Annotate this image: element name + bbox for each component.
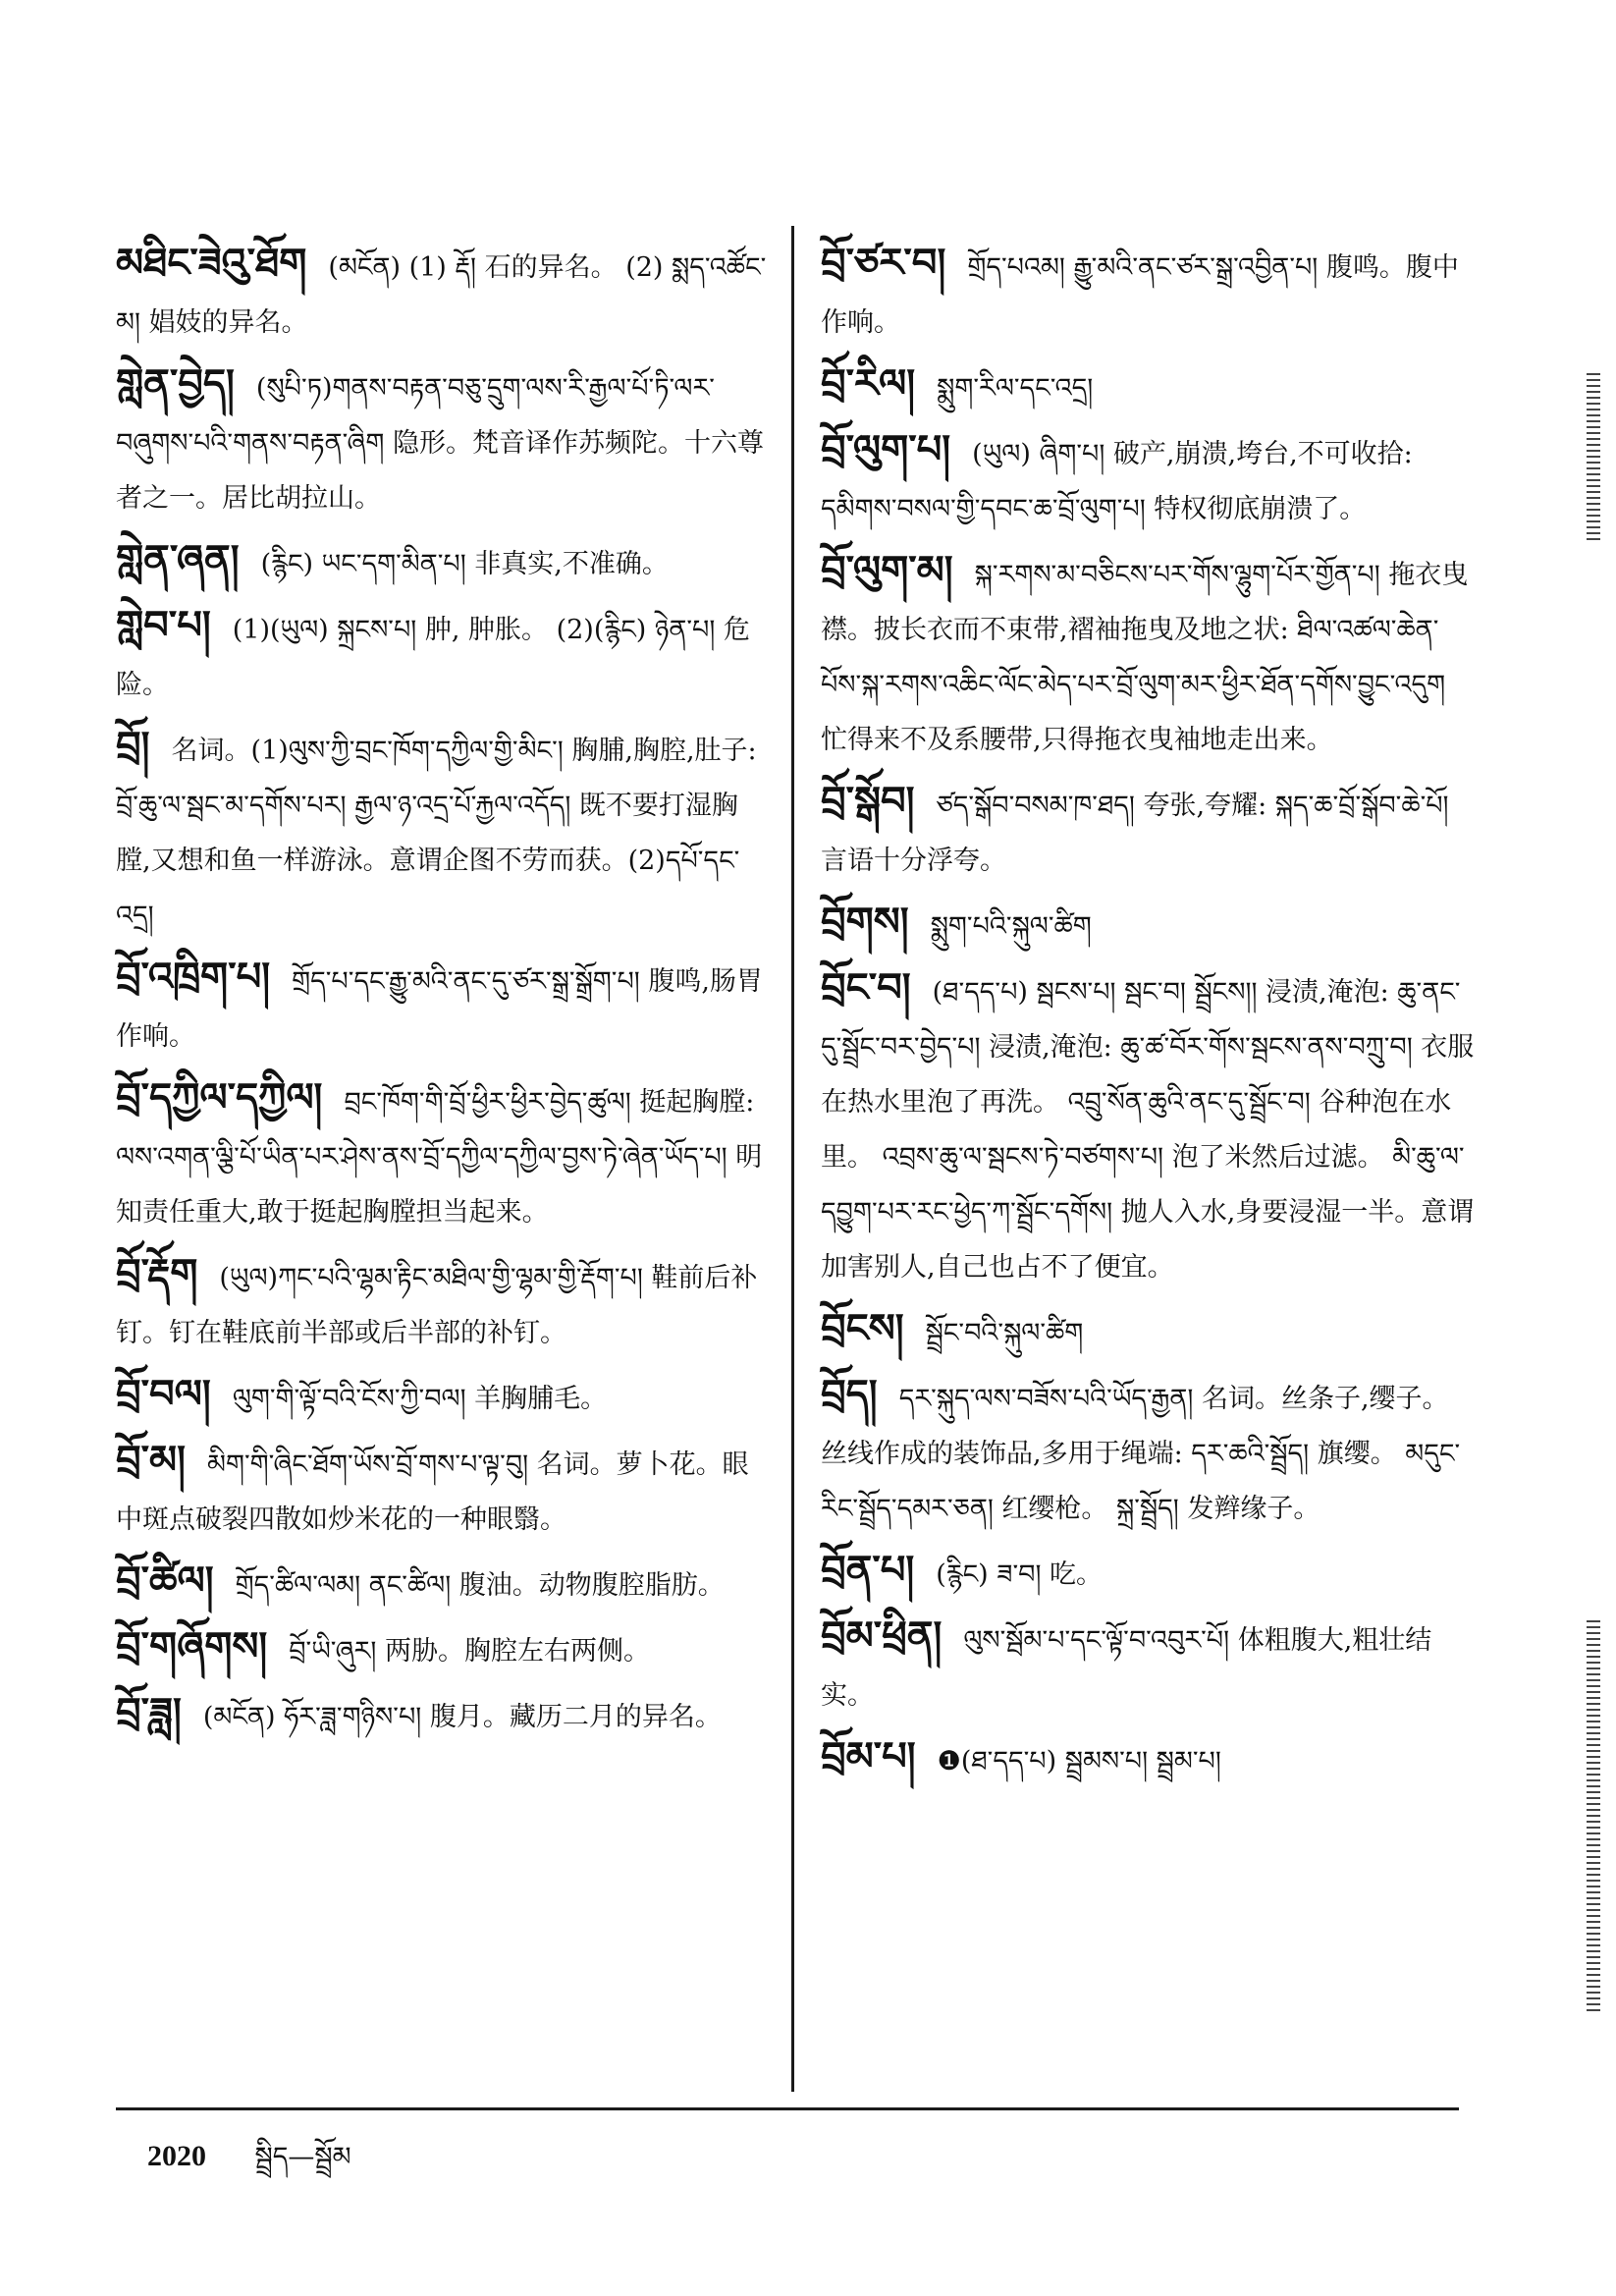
definition: སྨུག་པའི་སྐུལ་ཚིག — [930, 911, 1092, 942]
dictionary-entry — [821, 1367, 1475, 1537]
headword: བྲོ་ཟླ། — [116, 1689, 182, 1735]
headword: བྲོན་པ། — [821, 1547, 915, 1593]
headword: བྲོ་གཞོགས། — [116, 1623, 268, 1669]
dictionary-entry — [821, 774, 1475, 889]
dictionary-entry — [116, 1685, 772, 1745]
dictionary-entry — [821, 543, 1475, 768]
headword: བྲོམ་ཕྲིན། — [821, 1613, 943, 1659]
dictionary-entry — [116, 1554, 772, 1613]
definition: སྐ་རགས་མ་བཅིངས་པར་གོས་ལྷུག་པོར་གྱོན་པ། 拖衣曳襟。披长衣而不束带,褶袖拖曳及地之状: ཐིལ་འཚལ་ཆེན་པོས་སྐ་རགས་འཆིང་ལོང་མེད་པར་བྲོ་ལུག་མར་ཕྱིར་ཐོན་དགོས་བྱུང་འདུག 忙得来不及系腰带,只得拖衣曳袖地走出来。 — [821, 560, 1469, 755]
definition: སྦྲོང་བའི་སྐུལ་ཚིག — [925, 1318, 1084, 1348]
dictionary-entry — [821, 356, 1475, 416]
headword: བྲོད། — [821, 1371, 878, 1417]
dictionary-entry — [821, 1543, 1475, 1603]
scan-edge-marks — [1587, 373, 1600, 540]
definition: (མངོན) ཧོར་ཟླ་གཉིས་པ། 腹月。藏历二月的异名。 — [202, 1702, 722, 1732]
dictionary-entry — [821, 422, 1475, 537]
definition: གྲོད་པའམ། རྒྱུ་མའི་ནང་ཙར་སྒྲ་འབྱིན་པ། 腹鸣。腹中作响。 — [821, 252, 1459, 338]
dictionary-entry — [821, 895, 1475, 955]
dictionary-entry — [116, 1070, 772, 1240]
headword: བྲོ། — [116, 723, 150, 769]
headword: བྲོ་ཙར་བ། — [821, 240, 946, 286]
headword: བྲོ་འཁྲིག་པ། — [116, 954, 271, 1000]
dictionary-entry — [116, 1619, 772, 1679]
definition: གྲོད་པ་དང་རྒྱུ་མའི་ནང་དུ་ཙར་སྒྲ་སྒྲོག་པ། 腹鸣,肠胃作响。 — [116, 966, 763, 1052]
dictionary-entry — [821, 1301, 1475, 1361]
headword: བྲོངས། — [821, 1305, 904, 1351]
dictionary-entry — [116, 1367, 772, 1427]
dictionary-entry — [116, 719, 772, 944]
headword: བྲོ་དཀྱིལ་དཀྱིལ། — [116, 1074, 323, 1121]
headword: གླེབ་པ། — [116, 602, 211, 648]
dictionary-entry — [821, 1609, 1475, 1723]
dictionary-entry — [821, 960, 1475, 1295]
definition: མིག་གི་ཞིང་ཐོག་ཡོས་བྲོ་གས་པ་ལྟ་བུ། 名词。萝卜花。眼中斑点破裂四散如炒米花的一种眼翳。 — [116, 1449, 749, 1535]
headword: བྲོ་མ། — [116, 1437, 186, 1483]
dictionary-entry — [116, 236, 772, 351]
column-divider — [791, 226, 794, 2092]
headword: བྲོ་རྡོག — [116, 1250, 198, 1296]
definition: (སུཔི་ཏ)གནས་བརྟན་བཅུ་དྲུག་ལས་རི་རྒྱལ་པོ་ཏི་ལར་བཞུགས་པའི་གནས་བརྟན་ཞིག 隐形。梵音译作苏频陀。十六尊者之一。居比胡拉山。 — [116, 373, 765, 514]
left-column — [116, 236, 772, 1751]
footer-rule — [116, 2107, 1459, 2110]
dictionary-entry — [116, 356, 772, 526]
dictionary-entry — [116, 1433, 772, 1548]
right-column — [821, 236, 1475, 1795]
definition: (རྙིང) ཡང་དག་མིན་པ། 非真实,不准确。 — [260, 549, 669, 579]
headword: བྲོ་ལུག་པ། — [821, 426, 951, 472]
dictionary-entry — [116, 1246, 772, 1361]
headword: བྲོམ་པ། — [821, 1733, 916, 1779]
definition: (1)(ཡུལ) སྐྲངས་པ། 肿, 肿胀。 (2)(རྙིང) ཉེན་པ། 危险。 — [116, 615, 750, 700]
headword: བྲོ་ལུག་མ། — [821, 547, 953, 593]
definition: སྨུག་རིལ་དང་འདྲ། — [937, 373, 1094, 404]
definition: ལུག་གི་ལྟོ་བའི་ངོས་ཀྱི་བལ། 羊胸脯毛。 — [232, 1384, 608, 1414]
scan-edge-marks — [1587, 1620, 1600, 2013]
definition: དར་སྐུད་ལས་བཟོས་པའི་ཡོད་རྒྱན། 名词。丝条子,缨子。丝线作成的装饰品,多用于绳端: དར་ཆའི་སྦྲོད། 旗缨。 མདུང་རིང་སྦྲོད་དམར་ཅན། 红缨枪。 སྐྲ་སྦྲོད། 发辫缘子。 — [821, 1384, 1461, 1524]
dictionary-entry — [116, 598, 772, 713]
definition: (རྙིང) ཟ་བ། 吃。 — [936, 1559, 1104, 1590]
definition: (ཐ་དད་པ) སྦངས་པ། སྦང་བ། སྦྲོངས།། 浸渍,淹泡: ཆུ་ནང་དུ་སྦྲོང་བར་བྱེད་པ། 浸渍,淹泡: ཆུ་ཚ་བོར་གོས་སྦངས་ནས་བཀྲུ་བ། 衣服在热水里泡了再洗。 འབྲུ་སོན་ཆུའི་ནང་དུ་སྦྲོང་བ། 谷种泡在水里。 འབྲས་ཆུ་ལ་སྦངས་ཏེ་བཙགས་པ། 泡了米然后过滤。 མི་ཆུ་ལ་དབྱུག་པར་རང་ཕྱེད་ཀ་སྦྲོང་དགོས། 抛人入水,身要浸湿一半。意谓加害别人,自己也占不了便宜。 — [821, 977, 1475, 1283]
definition: (མངོན) (1) རྡོ། 石的异名。 (2) སྨད་འཚོང་མ། 娼妓的异名。 — [116, 252, 767, 338]
definition: (ཡུལ) ཞིག་པ། 破产,崩溃,垮台,不可收拾: དམིགས་བསལ་གྱི་དབང་ཆ་བྲོ་ལུག་པ། 特权彻底崩溃了。 — [821, 439, 1413, 524]
page-number: 2020 — [147, 2140, 206, 2172]
page-range: སྦྲིད—སྦྲོམ — [254, 2142, 351, 2172]
headword: བྲོགས། — [821, 899, 909, 945]
definition: བྲོ་ཡི་ཞུར། 两胁。胸腔左右两侧。 — [289, 1636, 650, 1667]
definition: (ཡུལ)ཀང་པའི་ལྷམ་རྟིང་མཐིལ་གྱི་ལྷམ་གྱི་རྡོག་པ། 鞋前后补钉。钉在鞋底前半部或后半部的补钉。 — [116, 1263, 758, 1348]
definition: ❶(ཐ་དད་པ) སྦྲམས་པ། སྦྲམ་པ། — [937, 1746, 1221, 1777]
headword: མཐིང་ཟེའུ་ཐོག — [116, 240, 307, 286]
dictionary-entry — [116, 532, 772, 592]
definition: བྲང་ཁོག་གི་བྲོ་ཕྱིར་ཕྱིར་བྱེད་ཚུལ། 挺起胸膛: ལས་འགན་ལྕི་པོ་ཡིན་པར་ཤེས་ནས་བྲོ་དཀྱིལ་དཀྱིལ་བྱས་ཏེ་ཞེན་ཡོད་པ། 明知责任重大,敢于挺起胸膛担当起来。 — [116, 1087, 763, 1228]
dictionary-entry — [116, 950, 772, 1065]
headword: བྲོ་རིལ། — [821, 360, 916, 407]
headword: བྲོང་བ། — [821, 964, 911, 1011]
dictionary-entry — [821, 236, 1475, 351]
page-footer — [147, 2127, 351, 2202]
headword: གླེན་ཞན། — [116, 536, 240, 582]
headword: གླེན་བྱེད། — [116, 360, 235, 407]
headword: བྲོ་ཚིལ། — [116, 1558, 214, 1604]
definition: 名词。(1)ལུས་ཀྱི་བྲང་ཁོག་དཀྱིལ་གྱི་མིང་། 胸脯,胸腔,肚子: བྲོ་ཆུ་ལ་སྦང་མ་དགོས་པར། རྒྱལ་ཉ་འདྲ་པོ་རྐྱལ་འདོད། 既不要打湿胸膛,又想和鱼一样游泳。意谓企图不劳而获。(2)དཔོ་དང་འདྲ། — [116, 736, 757, 931]
dictionary-entry — [821, 1729, 1475, 1789]
definition: གྲོད་ཚིལ་ལམ། ནང་ཚིལ། 腹油。动物腹腔脂肪。 — [235, 1570, 725, 1601]
headword: བྲོ་བལ། — [116, 1371, 211, 1417]
definition: ལུས་སྦོམ་པ་དང་ལྟོ་བ་འབུར་པོ། 体粗腹大,粗壮结实。 — [821, 1625, 1432, 1711]
headword: བྲོ་སྒོབ། — [821, 778, 915, 824]
definition: ཙད་སྒོབ་བསམ་ཁ་ཐད། 夸张,夸耀: སྐད་ཆ་བྲོ་སྒོབ་ཆེ་པོ། 言语十分浮夸。 — [821, 791, 1449, 876]
